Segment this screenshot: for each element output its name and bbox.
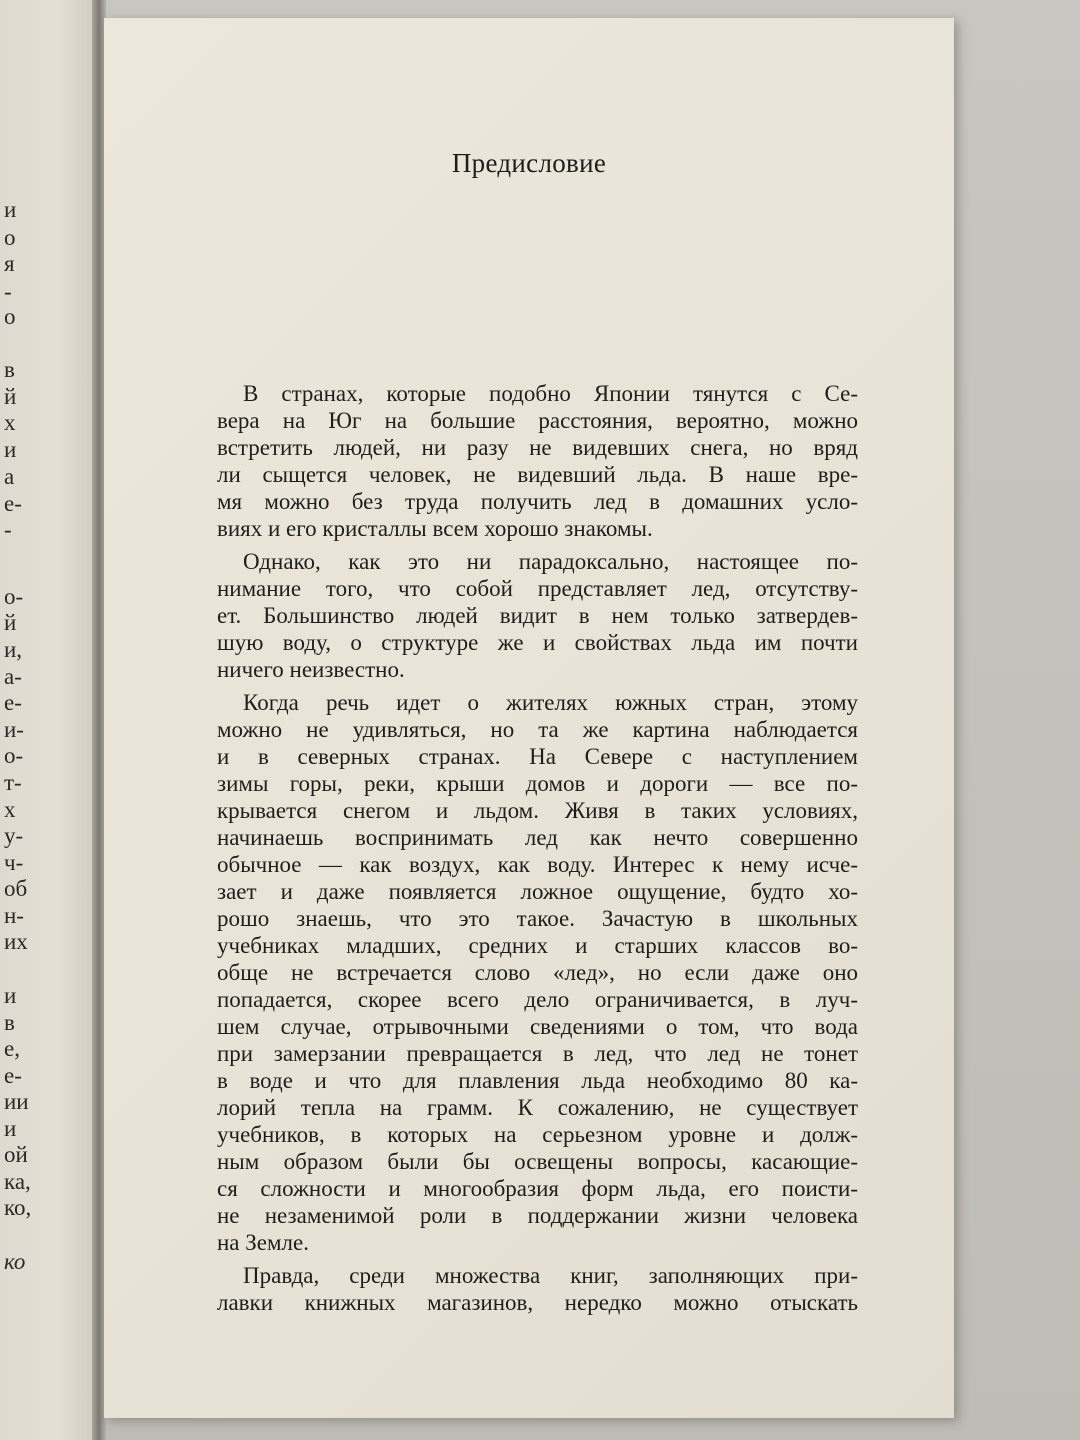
edge-fragment: в [4, 357, 15, 382]
body-text [217, 380, 858, 1322]
edge-fragment: и [4, 197, 17, 222]
edge-fragment: я [4, 251, 15, 276]
edge-fragment: ко, [4, 1195, 32, 1220]
text-line: ся сложности и многообразия форм льда, его поисти- [217, 1176, 858, 1201]
paragraph [217, 380, 858, 542]
edge-fragment: о- [4, 743, 24, 768]
text-line: ет. Большинство людей видит в нем только затвердев- [217, 603, 858, 628]
edge-fragment: об [4, 876, 28, 901]
text-line: зимы горы, реки, крыши домов и дороги — все по- [217, 771, 858, 796]
edge-fragment: х [4, 797, 16, 822]
text-line: при замерзании превращается в лед, что лед не тонет [217, 1041, 858, 1066]
edge-fragment: х [4, 410, 16, 435]
paragraph [217, 1262, 858, 1316]
edge-fragment: о [4, 225, 16, 250]
text-line: рошо знаешь, что это такое. Зачастую в школьных [217, 906, 858, 931]
text-line: обще не встречается слово «лед», но если даже оно [217, 960, 858, 985]
edge-fragment: ч- [4, 850, 24, 875]
text-line: шую воду, о структуре же и свойствах льда им почти [217, 630, 858, 655]
text-line: мя можно без труда получить лед в домашних усло- [217, 489, 858, 514]
text-line: Однако, как это ни парадоксально, настоящее по- [243, 549, 858, 574]
text-line: учебниках младших, средних и старших классов во- [217, 933, 858, 958]
page-title: Предисловие [451, 148, 607, 178]
edge-fragment: и [4, 983, 17, 1008]
edge-fragment: и- [4, 717, 24, 742]
text-line: учебников, в которых на серьезном уровне и долж- [217, 1122, 858, 1147]
edge-fragment: е- [4, 690, 22, 715]
text-line: ничего неизвестно. [217, 657, 405, 682]
edge-fragment: ой [4, 1142, 28, 1167]
text-line: обычное — как воздух, как воду. Интерес к нему исче- [217, 852, 858, 877]
paragraph [217, 548, 858, 683]
edge-fragment: у- [4, 823, 24, 848]
text-line: В странах, которые подобно Японии тянутся с Се- [243, 381, 858, 406]
edge-fragment: и [4, 1116, 17, 1141]
edge-fragment: ии [4, 1089, 29, 1114]
edge-fragment: й [4, 610, 17, 635]
text-line: и в северных странах. На Севере с наступлением [217, 744, 858, 769]
edge-fragment: е- [4, 491, 22, 516]
edge-fragment: а- [4, 664, 22, 689]
book-page [104, 18, 954, 1418]
text-line: шем случае, отрывочными сведениями о том, что вода [217, 1014, 858, 1039]
text-line: лорий тепла на грамм. К сожалению, не существует [217, 1095, 858, 1120]
text-line: нимание того, что собой представляет лед, отсутству- [217, 576, 858, 601]
edge-fragment: ко [4, 1249, 26, 1274]
text-line: виях и его кристаллы всем хорошо знакомы. [217, 516, 653, 541]
edge-fragment: - [4, 279, 12, 304]
text-line: зает и даже появляется ложное ощущение, будто хо- [217, 879, 858, 904]
text-line: встретить людей, ни разу не видевших снега, но вряд [217, 435, 858, 460]
edge-fragment: - [4, 517, 12, 542]
text-line: Когда речь идет о жителях южных стран, этому [243, 690, 858, 715]
edge-fragment: о [4, 304, 16, 329]
text-line: не незаменимой роли в поддержании жизни человека [217, 1203, 858, 1228]
text-line: лавки книжных магазинов, нередко можно отыскать [217, 1290, 858, 1315]
text-line: можно не удивляться, но та же картина наблюдается [217, 717, 858, 742]
text-line: в воде и что для плавления льда необходимо 80 ка- [217, 1068, 858, 1093]
edge-fragment: й [4, 384, 17, 409]
text-line: Правда, среди множества книг, заполняющих при- [243, 1263, 858, 1288]
text-line: ным образом были бы освещены вопросы, касающие- [217, 1149, 858, 1174]
edge-fragment: н- [4, 903, 24, 928]
edge-fragment: их [4, 929, 28, 954]
edge-fragment: а [4, 464, 15, 489]
edge-fragment: и [4, 437, 17, 462]
edge-fragment: в [4, 1010, 15, 1035]
edge-fragment: т- [4, 770, 22, 795]
edge-fragment: ка, [4, 1169, 31, 1194]
text-line: начинаешь воспринимать лед как нечто совершенно [217, 825, 858, 850]
edge-fragment: е, [4, 1036, 20, 1061]
edge-fragment: о- [4, 584, 24, 609]
left-page-edge [0, 0, 100, 1440]
text-line: ли сыщется человек, не видевший льда. В наше вре- [217, 462, 858, 487]
edge-fragment: и, [4, 637, 23, 662]
text-line: попадается, скорее всего дело ограничивается, в луч- [217, 987, 858, 1012]
text-line: вера на Юг на большие расстояния, вероятно, можно [217, 408, 858, 433]
edge-fragment: е- [4, 1063, 22, 1088]
paragraph [217, 689, 858, 1256]
text-line: крывается снегом и льдом. Живя в таких условиях, [217, 798, 858, 823]
text-line: на Земле. [217, 1230, 309, 1255]
